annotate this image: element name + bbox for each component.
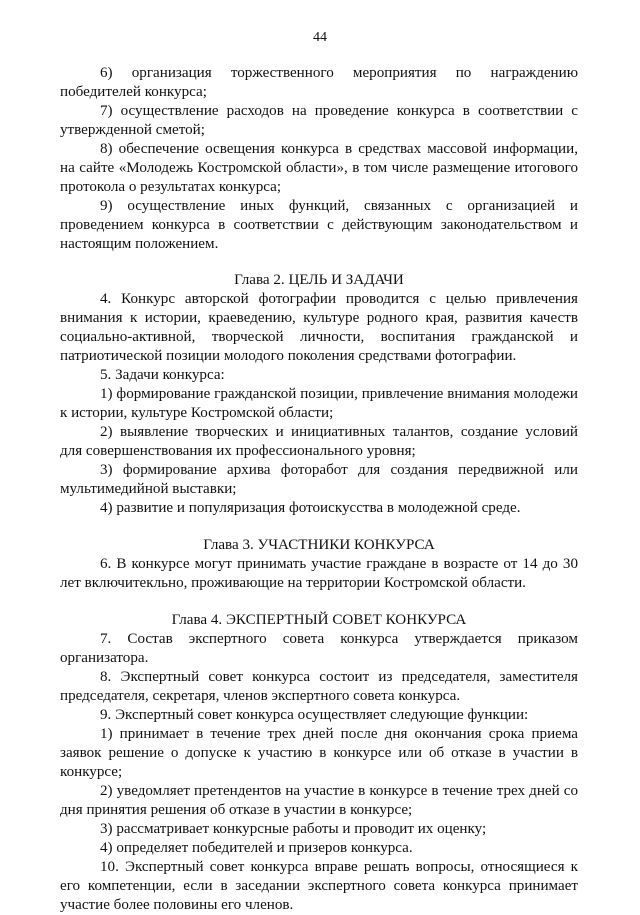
chapter-2-paragraph: 2) выявление творческих и инициативных талантов, создание условий для совершенствования их профессионального уровня;: [60, 424, 578, 459]
chapter-2-paragraph: 3) формирование архива фоторабот для создания передвижной или мультимедийной выставки;: [60, 462, 578, 497]
chapter-2-paragraph: 4) развитие и популяризация фотоискусства в молодежной среде.: [100, 500, 521, 516]
chapter-4-paragraph: 9. Экспертный совет конкурса осуществляет следующие функции:: [100, 707, 529, 723]
chapter-4-paragraph: 1) принимает в течение трех дней после дня окончания срока приема заявок решение о допуске к участию в конкурсе или об отказе в участии в конкурсе;: [60, 726, 578, 780]
page-number: 44: [313, 30, 327, 45]
chapter-3-paragraph: 6. В конкурсе могут принимать участие граждане в возрасте от 14 до 30 лет включитекльно, проживающие на территории Костромской области.: [60, 556, 578, 591]
chapter-3-title: Глава 3. УЧАСТНИКИ КОНКУРСА: [203, 537, 435, 553]
chapter-2-paragraph: 5. Задачи конкурса:: [100, 367, 225, 383]
chapter-4-paragraph: 3) рассматривает конкурсные работы и проводит их оценку;: [100, 821, 487, 837]
chapter-4-title: Глава 4. ЭКСПЕРТНЫЙ СОВЕТ КОНКУРСА: [171, 612, 467, 628]
chapter-2-paragraph: 1) формирование гражданской позиции, привлечение внимания молодежи к истории, культуре Костромской области;: [60, 386, 578, 421]
list-item: 7) осуществление расходов на проведение конкурса в соответствии с утвержденной сметой;: [60, 103, 578, 138]
chapter-4-paragraph: 4) определяет победителей и призеров конкурса.: [100, 840, 413, 856]
chapter-2-title: Глава 2. ЦЕЛЬ И ЗАДАЧИ: [234, 272, 404, 288]
chapter-4-paragraph: 8. Экспертный совет конкурса состоит из председателя, заместителя председателя, секретаря, членов экспертного совета конкурса.: [60, 669, 578, 704]
list-item: 6) организация торжественного мероприятия по награждению победителей конкурса;: [60, 65, 578, 100]
list-item: 9) осуществление иных функций, связанных с организацией и проведением конкурса в соответствии с действующим законодательством и настоящим положением.: [60, 198, 578, 252]
list-item: 8) обеспечение освещения конкурса в средствах массовой информации, на сайте «Молодежь Костромской области», в том числе размещение итогового протокола о результатах конкурса;: [60, 141, 578, 195]
chapter-4-paragraph: 7. Состав экспертного совета конкурса утверждается приказом организатора.: [60, 631, 578, 666]
document-body: [60, 64, 578, 915]
chapter-2-paragraph: 4. Конкурс авторской фотографии проводится с целью привлечения внимания к истории, краеведению, культуре родного края, развития качеств социально-активной, творческой личности, воспитания гражданской и патриотической позиции молодого поколения средствами фотографии.: [60, 291, 578, 364]
chapter-4-paragraph: 2) уведомляет претендентов на участие в конкурсе в течение трех дней со дня принятия решения об отказе в участии в конкурсе;: [60, 783, 578, 818]
chapter-4-paragraph: 10. Экспертный совет конкурса вправе решать вопросы, относящиеся к его компетенции, если в заседании экспертного совета конкурса принимает участие более половины его членов.: [60, 859, 578, 913]
